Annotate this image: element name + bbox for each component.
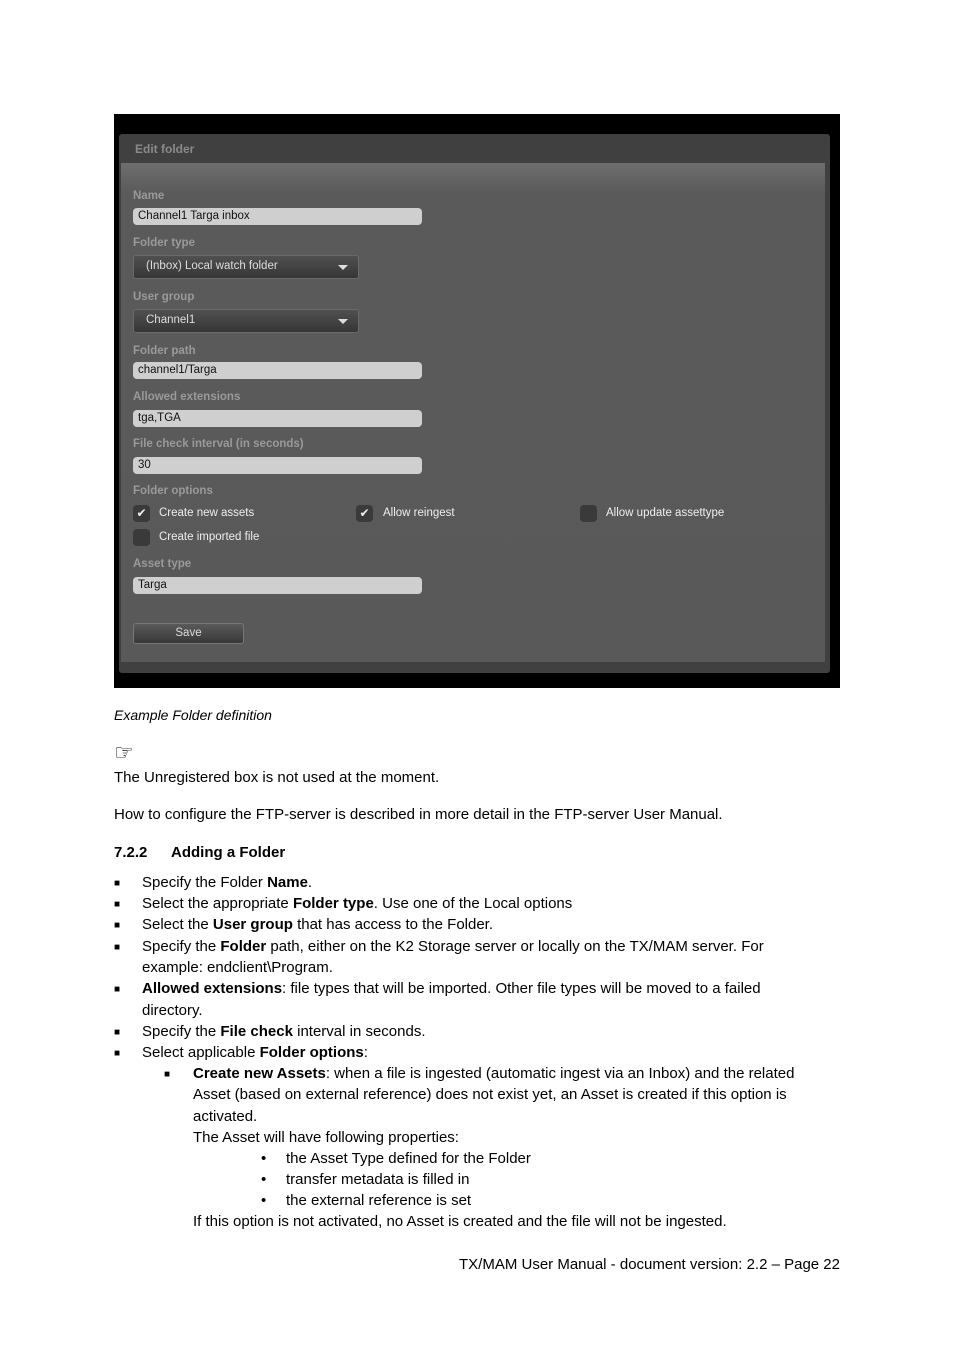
sub-list-item-cont: The Asset will have following properties: xyxy=(193,1129,459,1146)
sub-list-item-cont: Asset (based on external reference) does not exist yet, an Asset is created if this option is xyxy=(193,1086,787,1103)
sub-list-item-cont: activated. xyxy=(193,1108,258,1125)
name-label: Name xyxy=(133,190,165,202)
allow-update-assettype-label: Allow update assettype xyxy=(606,507,725,519)
page-footer: TX/MAM User Manual - document version: 2.2 – Page 22 xyxy=(458,1256,840,1273)
screenshot xyxy=(114,114,840,688)
allow-update-assettype-checkbox[interactable] xyxy=(580,505,597,522)
edit-folder-dialog xyxy=(119,134,830,673)
figure-caption: Example Folder definition xyxy=(114,707,272,723)
create-new-assets-checkbox[interactable]: ✔ xyxy=(133,505,150,522)
asset-type-input[interactable]: Targa xyxy=(133,577,422,594)
extensions-input[interactable]: tga,TGA xyxy=(133,410,422,427)
dot-list-item: the external reference is set xyxy=(286,1192,472,1209)
list-item: Specify the Folder path, either on the K2 Storage server or locally on the TX/MAM server. For xyxy=(142,938,764,955)
create-new-assets-label: Create new assets xyxy=(159,507,255,519)
section-title: Adding a Folder xyxy=(171,844,286,861)
list-item: Select applicable Folder options: xyxy=(142,1044,368,1061)
chevron-down-icon xyxy=(338,265,348,270)
list-item: Select the appropriate Folder type. Use one of the Local options xyxy=(142,895,573,912)
note-text-2: How to configure the FTP-server is described in more detail in the FTP-server User Manual. xyxy=(114,806,723,823)
interval-input[interactable]: 30 xyxy=(133,457,422,474)
dot-list-item: the Asset Type defined for the Folder xyxy=(286,1150,531,1167)
list-item: Select the User group that has access to the Folder. xyxy=(142,916,494,933)
folder-type-value: (Inbox) Local watch folder xyxy=(146,260,278,272)
user-group-value: Channel1 xyxy=(146,314,196,326)
section-number: 7.2.2 xyxy=(114,844,148,861)
note-text: The Unregistered box is not used at the moment. xyxy=(114,769,440,786)
dot-list-item: transfer metadata is filled in xyxy=(286,1171,470,1188)
folder-path-label: Folder path xyxy=(133,345,196,357)
list-item-cont: directory. xyxy=(142,1002,203,1019)
list-item: Allowed extensions: file types that will be imported. Other file types will be moved to a failed xyxy=(142,980,761,997)
allow-reingest-checkbox[interactable]: ✔ xyxy=(356,505,373,522)
folder-type-label: Folder type xyxy=(133,237,195,249)
name-input[interactable]: Channel1 Targa inbox xyxy=(133,208,422,225)
list-item: Specify the File check interval in seconds. xyxy=(142,1023,426,1040)
chevron-down-icon xyxy=(338,319,348,324)
save-button[interactable]: Save xyxy=(133,623,244,644)
sub-list-item-cont: If this option is not activated, no Asset is created and the file will not be ingested. xyxy=(193,1213,727,1230)
allow-reingest-label: Allow reingest xyxy=(383,507,455,519)
list-item: Specify the Folder Name. xyxy=(142,874,313,891)
dialog-title: Edit folder xyxy=(135,142,195,156)
extensions-label: Allowed extensions xyxy=(133,391,241,403)
create-imported-file-checkbox[interactable] xyxy=(133,529,150,546)
list-item-cont: example: endclient\Program. xyxy=(142,959,333,976)
folder-path-input[interactable]: channel1/Targa xyxy=(133,362,422,379)
asset-type-label: Asset type xyxy=(133,558,192,570)
folder-options-label: Folder options xyxy=(133,485,213,497)
create-imported-file-label: Create imported file xyxy=(159,531,260,543)
interval-label: File check interval (in seconds) xyxy=(133,438,304,450)
user-group-label: User group xyxy=(133,291,195,303)
pointing-hand-icon: ☞ xyxy=(114,740,134,765)
folder-type-select[interactable] xyxy=(133,255,359,279)
user-group-select[interactable] xyxy=(133,309,359,333)
sub-list-item: Create new Assets: when a file is ingested (automatic ingest via an Inbox) and the related xyxy=(193,1065,795,1082)
